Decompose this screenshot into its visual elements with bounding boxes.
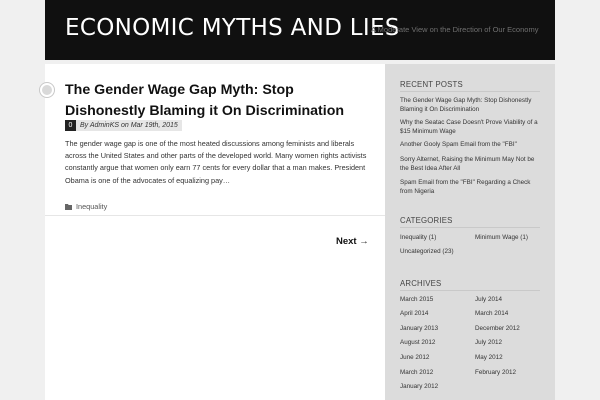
- recent-posts-heading: RECENT POSTS: [400, 80, 463, 89]
- archives-heading: ARCHIVES: [400, 279, 442, 288]
- site-header: [45, 0, 555, 60]
- recent-post-link[interactable]: Sorry Alternet, Raising the Minimum May Not be the Best Idea After All: [400, 156, 535, 172]
- categories-heading: CATEGORIES: [400, 216, 453, 225]
- recent-posts-rule: [400, 91, 540, 92]
- post-title[interactable]: The Gender Wage Gap Myth: Stop Dishonestly Blaming it On Discrimination: [65, 82, 345, 119]
- post-divider: [45, 215, 385, 216]
- recent-post-link[interactable]: Why the Seatac Case Doesn't Prove Viability of a $15 Minimum Wage: [400, 119, 538, 135]
- archive-link[interactable]: June 2012: [400, 354, 430, 361]
- post-excerpt: The gender wage gap is one of the most heated discussions among feminists and liberals across the United States and other parts of the developed world. Many women rights activists constantly argue that women only earn 77 cents for every dollar that a man makes. President Obama is one of the advocates of equalizing pay…: [65, 139, 367, 185]
- category-link[interactable]: Minimum Wage (1): [475, 234, 528, 241]
- post-byline: By AdminKS on Mar 19th, 2015: [76, 120, 182, 131]
- archive-link[interactable]: February 2012: [475, 369, 516, 376]
- category-link[interactable]: Inequality (1): [400, 234, 437, 241]
- archive-link[interactable]: March 2014: [475, 310, 509, 317]
- post-meta: [65, 120, 182, 131]
- category-link[interactable]: Uncategorized (23): [400, 248, 454, 255]
- archives-rule: [400, 290, 540, 291]
- recent-post-link[interactable]: Spam Email from the "FBI" Regarding a Check from Nigeria: [400, 179, 531, 195]
- archive-link[interactable]: January 2013: [400, 325, 439, 332]
- archive-link[interactable]: January 2012: [400, 383, 439, 390]
- recent-post-link[interactable]: The Gender Wage Gap Myth: Stop Dishonestly Blaming it On Discrimination: [400, 97, 532, 113]
- next-page-link[interactable]: Next →: [336, 236, 369, 247]
- recent-post-link[interactable]: Another Gooly Spam Email from the "FBI": [400, 141, 517, 148]
- categories-rule: [400, 227, 540, 228]
- comment-count-badge[interactable]: 0: [65, 120, 76, 131]
- folder-icon: [65, 204, 72, 210]
- archive-link[interactable]: December 2012: [475, 325, 520, 332]
- archive-link[interactable]: April 2014: [400, 310, 429, 317]
- post-bullet-icon: [40, 83, 54, 97]
- archive-link[interactable]: March 2015: [400, 296, 434, 303]
- sidebar: [385, 64, 555, 400]
- site-title[interactable]: ECONOMIC MYTHS AND LIES: [65, 15, 400, 41]
- archive-link[interactable]: March 2012: [400, 369, 434, 376]
- archive-link[interactable]: July 2012: [475, 339, 502, 346]
- category-link-inequality[interactable]: Inequality: [76, 202, 108, 211]
- archive-link[interactable]: August 2012: [400, 339, 436, 346]
- archive-link[interactable]: May 2012: [475, 354, 503, 361]
- archive-link[interactable]: July 2014: [475, 296, 502, 303]
- site-tagline: A Moderate View on the Direction of Our Economy: [371, 25, 539, 34]
- post-category: [65, 202, 107, 211]
